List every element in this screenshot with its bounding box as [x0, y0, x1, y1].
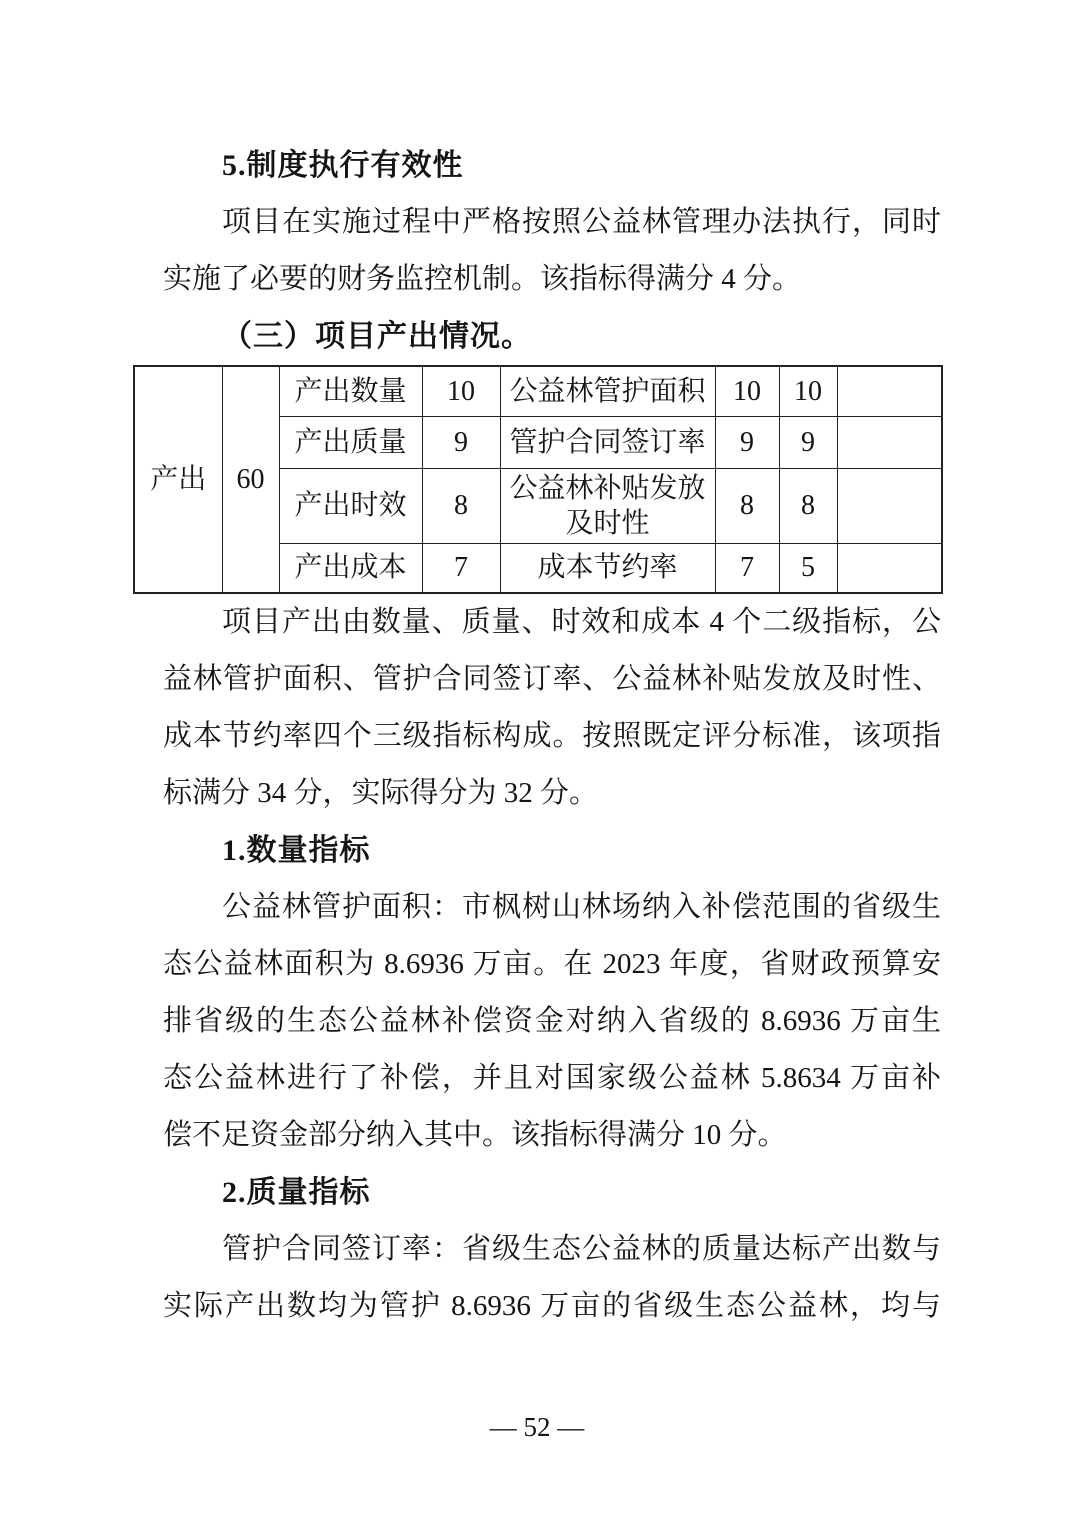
table-row — [134, 366, 942, 416]
paragraph-line: 态公益林进行了补偿，并且对国家级公益林 5.8634 万亩补 — [163, 1062, 941, 1094]
cell-level3-indicator: 成本节约率 — [500, 543, 715, 593]
cell-level3-indicator: 公益林管护面积 — [500, 366, 715, 416]
cell-full-score: 9 — [715, 416, 779, 468]
cell-level2-indicator: 产出数量 — [279, 366, 422, 416]
cell-actual-score: 8 — [779, 468, 837, 543]
paragraph-line: 态公益林面积为 8.6936 万亩。在 2023 年度，省财政预算安 — [163, 948, 941, 980]
cell-actual-score: 10 — [779, 366, 837, 416]
cell-weight: 7 — [422, 543, 500, 593]
cell-level2-indicator: 产出质量 — [279, 416, 422, 468]
cell-full-score: 8 — [715, 468, 779, 543]
cell-note — [837, 366, 942, 416]
cell-full-score: 7 — [715, 543, 779, 593]
paragraph-line: 项目在实施过程中严格按照公益林管理办法执行，同时 — [222, 206, 941, 238]
paragraph-line: 标满分 34 分，实际得分为 32 分。 — [163, 777, 599, 809]
section-heading: 5.制度执行有效性 — [222, 149, 464, 182]
cell-group-score: 60 — [222, 366, 279, 593]
cell-weight: 10 — [422, 366, 500, 416]
cell-note — [837, 543, 942, 593]
paragraph-line: 偿不足资金部分纳入其中。该指标得满分 10 分。 — [163, 1119, 787, 1151]
cell-level3-indicator: 公益林补贴发放 及时性 — [500, 468, 715, 543]
cell-note — [837, 468, 942, 543]
page-number: — 52 — — [489, 1412, 585, 1442]
paragraph — [163, 1221, 941, 1335]
paragraph-line: 管护合同签订率：省级生态公益林的质量达标产出数与 — [222, 1233, 941, 1265]
cell-note — [837, 416, 942, 468]
cell-actual-score: 9 — [779, 416, 837, 468]
paragraph — [163, 879, 941, 1164]
cell-full-score: 10 — [715, 366, 779, 416]
project-output-table — [133, 365, 943, 594]
section-heading: 1.数量指标 — [222, 834, 371, 867]
paragraph-line: 项目产出由数量、质量、时效和成本 4 个二级指标，公 — [222, 606, 941, 638]
paragraph — [163, 194, 941, 308]
cell-weight: 9 — [422, 416, 500, 468]
paragraph-line: 益林管护面积、管护合同签订率、公益林补贴发放及时性、 — [163, 663, 941, 695]
paragraph — [163, 594, 941, 822]
paragraph-line: 实施了必要的财务监控机制。该指标得满分 4 分。 — [163, 263, 802, 295]
paragraph-line: 成本节约率四个三级指标构成。按照既定评分标准，该项指 — [163, 720, 941, 752]
cell-actual-score: 5 — [779, 543, 837, 593]
cell-weight: 8 — [422, 468, 500, 543]
paragraph-line: 公益林管护面积：市枫树山林场纳入补偿范围的省级生 — [222, 891, 941, 923]
cell-level2-indicator: 产出时效 — [279, 468, 422, 543]
page-content — [133, 137, 941, 1335]
paragraph-line: 排省级的生态公益林补偿资金对纳入省级的 8.6936 万亩生 — [163, 1005, 941, 1037]
paragraph-line: 实际产出数均为管护 8.6936 万亩的省级生态公益林，均与 — [163, 1290, 941, 1322]
section-heading: （三）项目产出情况。 — [222, 320, 532, 353]
cell-level3-indicator: 管护合同签订率 — [500, 416, 715, 468]
section-heading: 2.质量指标 — [222, 1176, 371, 1209]
cell-level2-indicator: 产出成本 — [279, 543, 422, 593]
cell-group-label: 产出 — [134, 366, 222, 593]
